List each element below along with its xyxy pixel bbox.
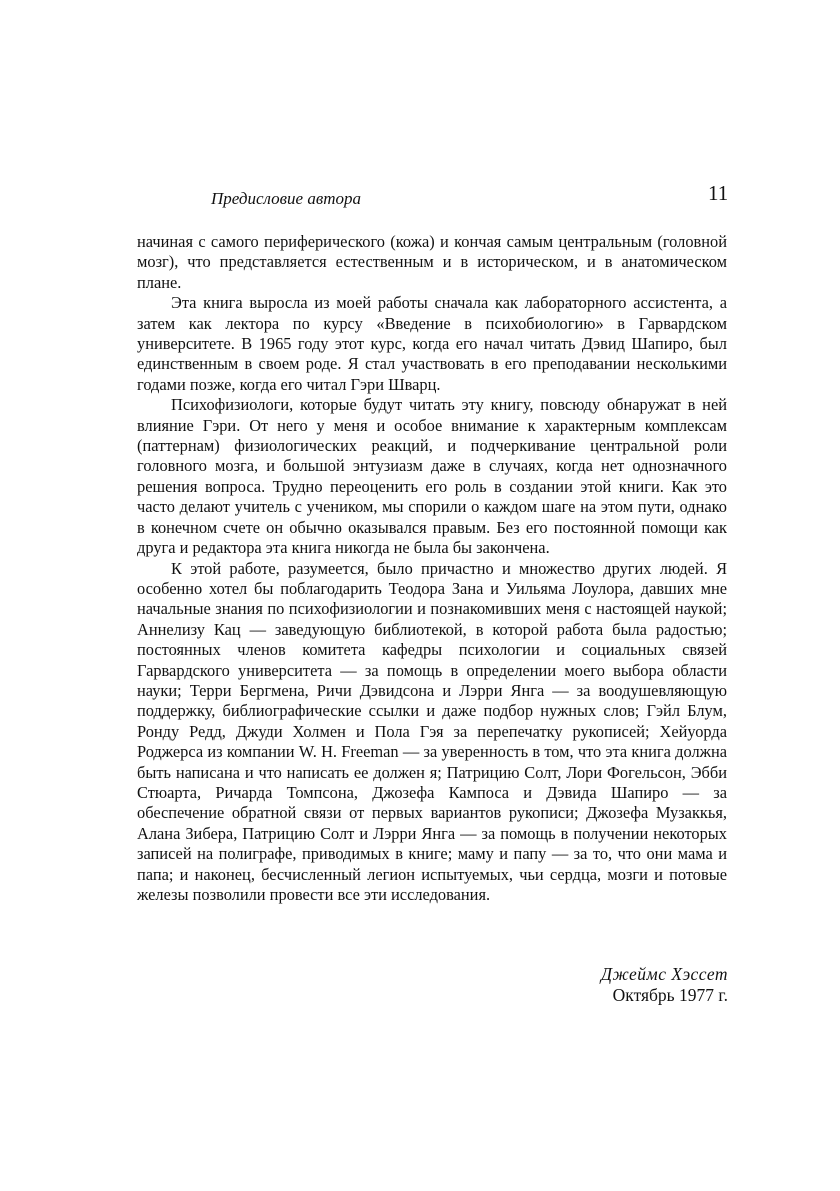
author-name: Джеймс Хэссет <box>600 964 728 984</box>
preface-text <box>137 232 727 905</box>
paragraph-continued: начиная с самого периферического (кожа) и кончая самым центральным (головной мозг), что представляется естественным и в историческом, и в анатомическом плане. <box>137 232 727 292</box>
signature-date: Октябрь 1977 г. <box>612 985 728 1005</box>
signature-block <box>601 964 728 1006</box>
running-head: Предисловие автора <box>211 189 361 208</box>
page-number: 11 <box>708 181 729 205</box>
paragraph-origin: Эта книга выросла из моей работы сначала как лабораторного ассистента, а затем как лектора по курсу «Введение в психобиологию» в Гарвардском университете. В 1965 году этот курс, когда его начал читать Дэвид Шапиро, был единственным в своем роде. Я стал участвовать в его преподавании несколькими годами позже, когда его читал Гэри Шварц. <box>137 293 727 394</box>
paragraph-influence: Психофизиологи, которые будут читать эту книгу, повсюду обнаружат в ней влияние Гэри. От него у меня и особое внимание к характерным комплексам (паттернам) физиологических реакций, и подчеркивание центральной роли головного мозга, и большой энтузиазм даже в случаях, когда нет однозначного решения вопроса. Трудно переоценить его роль в создании этой книги. Как это часто делают учитель с учеником, мы спорили о каждом шаге на этом пути, однако в конечном счете он обычно оказывался правым. Без его постоянной помощи как друга и редактора эта книга никогда не была бы закончена. <box>137 395 727 558</box>
paragraph-acknowledgments: К этой работе, разумеется, было причастно и множество других людей. Я особенно хотел бы поблагодарить Теодора Зана и Уильяма Лоулора, давших мне начальные знания по психофизиологии и познакомивших меня с настоящей наукой; Аннелизу Кац — заведующую библиотекой, в которой работа была радостью; постоянных членов комитета кафедры психологии и социальных связей Гарвардского университета — за помощь в определении моего выбора области науки; Терри Бергмена, Ричи Дэвидсона и Лэрри Янга — за воодушевляющую поддержку, библиографические ссылки и даже подбор нужных слов; Гэйл Блум, Ронду Редд, Джуди Холмен и Пола Гэя за перепечатку рукописей; Хейуорда Роджерса из компании W. H. Freeman — за уверенность в том, что эта книга должна быть написана и что написать ее должен я; Патрицию Солт, Лори Фогельсон, Эбби Стюарта, Ричарда Томпсона, Джозефа Кампоса и Дэвида Шапиро — за обеспечение обратной связи от первых вариантов рукописи; Джозефа Музаккья, Алана Зибера, Патрицию Солт и Лэрри Янга — за помощь в получении некоторых записей на полиграфе, приводимых в книге; маму и папу — за то, что они мама и папа; и наконец, бесчисленный легион испытуемых, чьи сердца, мозги и потовые железы позволили провести все эти исследования. <box>137 558 727 904</box>
